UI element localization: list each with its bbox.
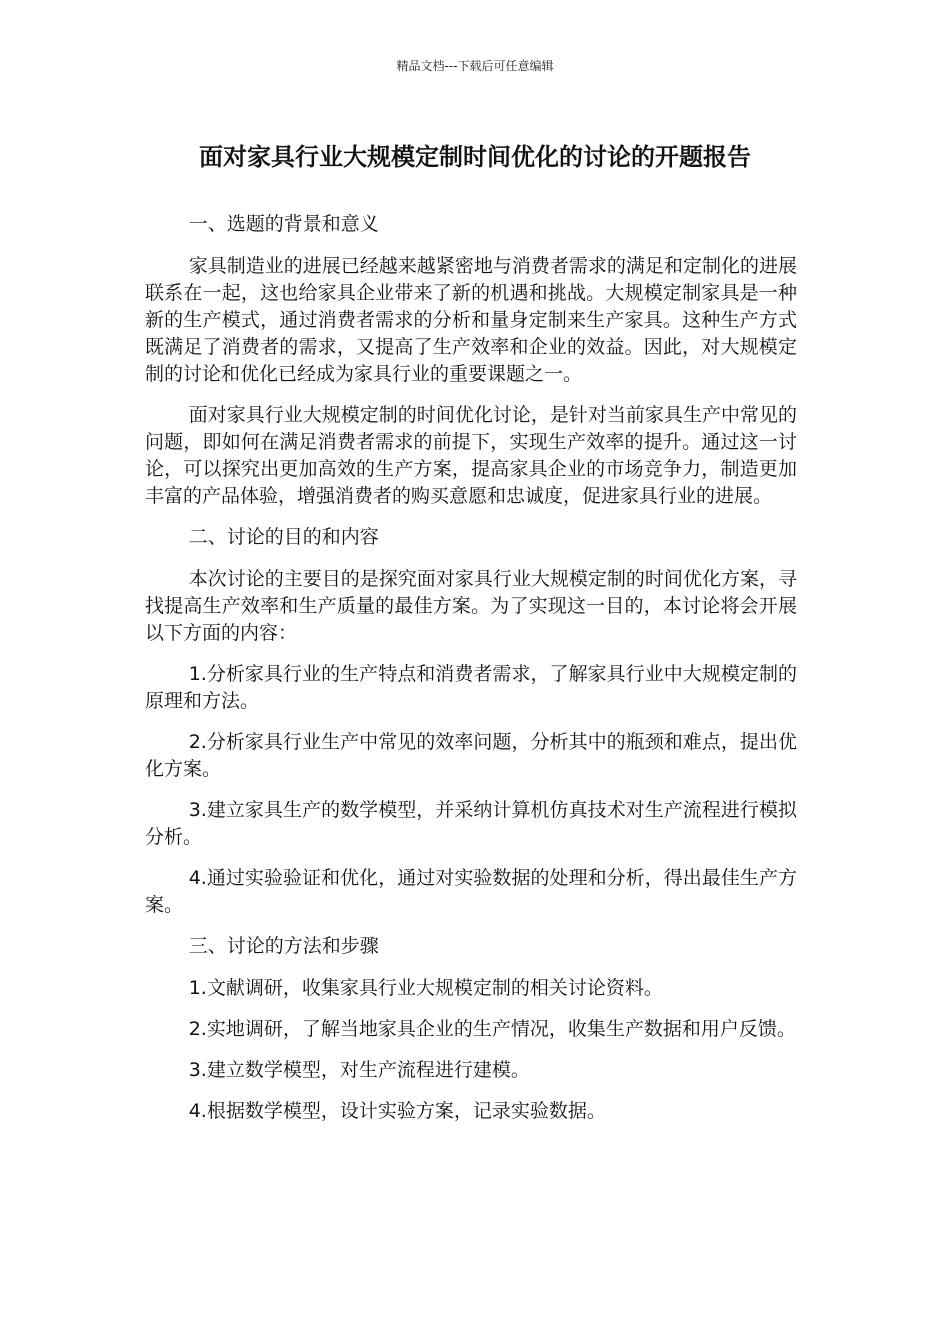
header-note: 精品文档---下载后可任意编辑 <box>396 59 554 73</box>
list-item-method-4: 4.根据数学模型，设计实验方案，记录实验数据。 <box>188 1100 606 1122</box>
document-title: 面对家具行业大规模定制时间优化的讨论的开题报告 <box>199 143 751 171</box>
list-item-purpose-2: 2.分析家具行业生产中常见的效率问题，分析其中的瓶颈和难点，提出优化方案。 <box>145 731 797 780</box>
list-item-purpose-3: 3.建立家具生产的数学模型，并采纳计算机仿真技术对生产流程进行模拟分析。 <box>145 799 797 848</box>
paragraph-background-2: 面对家具行业大规模定制的时间优化讨论，是针对当前家具生产中常见的问题，即如何在满足消费者需求的前提下，实现生产效率的提升。通过这一讨论，可以探究出更加高效的生产方案，提高家具企业的市场竞争力，制造更加丰富的产品体验，增强消费者的购买意愿和忠诚度，促进家具行业的进展。 <box>145 404 797 507</box>
paragraph-purpose-intro: 本次讨论的主要目的是探究面对家具行业大规模定制的时间优化方案，寻找提高生产效率和生产质量的最佳方案。为了实现这一目的，本讨论将会开展以下方面的内容： <box>145 568 797 644</box>
list-item-method-1: 1.文献调研，收集家具行业大规模定制的相关讨论资料。 <box>188 977 663 999</box>
section-heading-methods: 三、讨论的方法和步骤 <box>188 935 379 957</box>
section-heading-purpose: 二、讨论的目的和内容 <box>188 526 379 548</box>
paragraph-background-1: 家具制造业的进展已经越来越紧密地与消费者需求的满足和定制化的进展联系在一起，这也给家具企业带来了新的机遇和挑战。大规模定制家具是一种新的生产模式，通过消费者需求的分析和量身定制来生产家具。这种生产方式既满足了消费者的需求，又提高了生产效率和企业的效益。因此，对大规模定制的讨论和优化已经成为家具行业的重要课题之一。 <box>145 255 797 385</box>
document-body <box>145 211 797 1139</box>
list-item-method-3: 3.建立数学模型，对生产流程进行建模。 <box>188 1059 530 1081</box>
list-item-purpose-1: 1.分析家具行业的生产特点和消费者需求，了解家具行业中大规模定制的原理和方法。 <box>145 663 797 712</box>
section-heading-background: 一、选题的背景和意义 <box>188 213 379 235</box>
list-item-purpose-4: 4.通过实验验证和优化，通过对实验数据的处理和分析，得出最佳生产方案。 <box>145 867 797 916</box>
list-item-method-2: 2.实地调研，了解当地家具企业的生产情况，收集生产数据和用户反馈。 <box>188 1018 796 1040</box>
